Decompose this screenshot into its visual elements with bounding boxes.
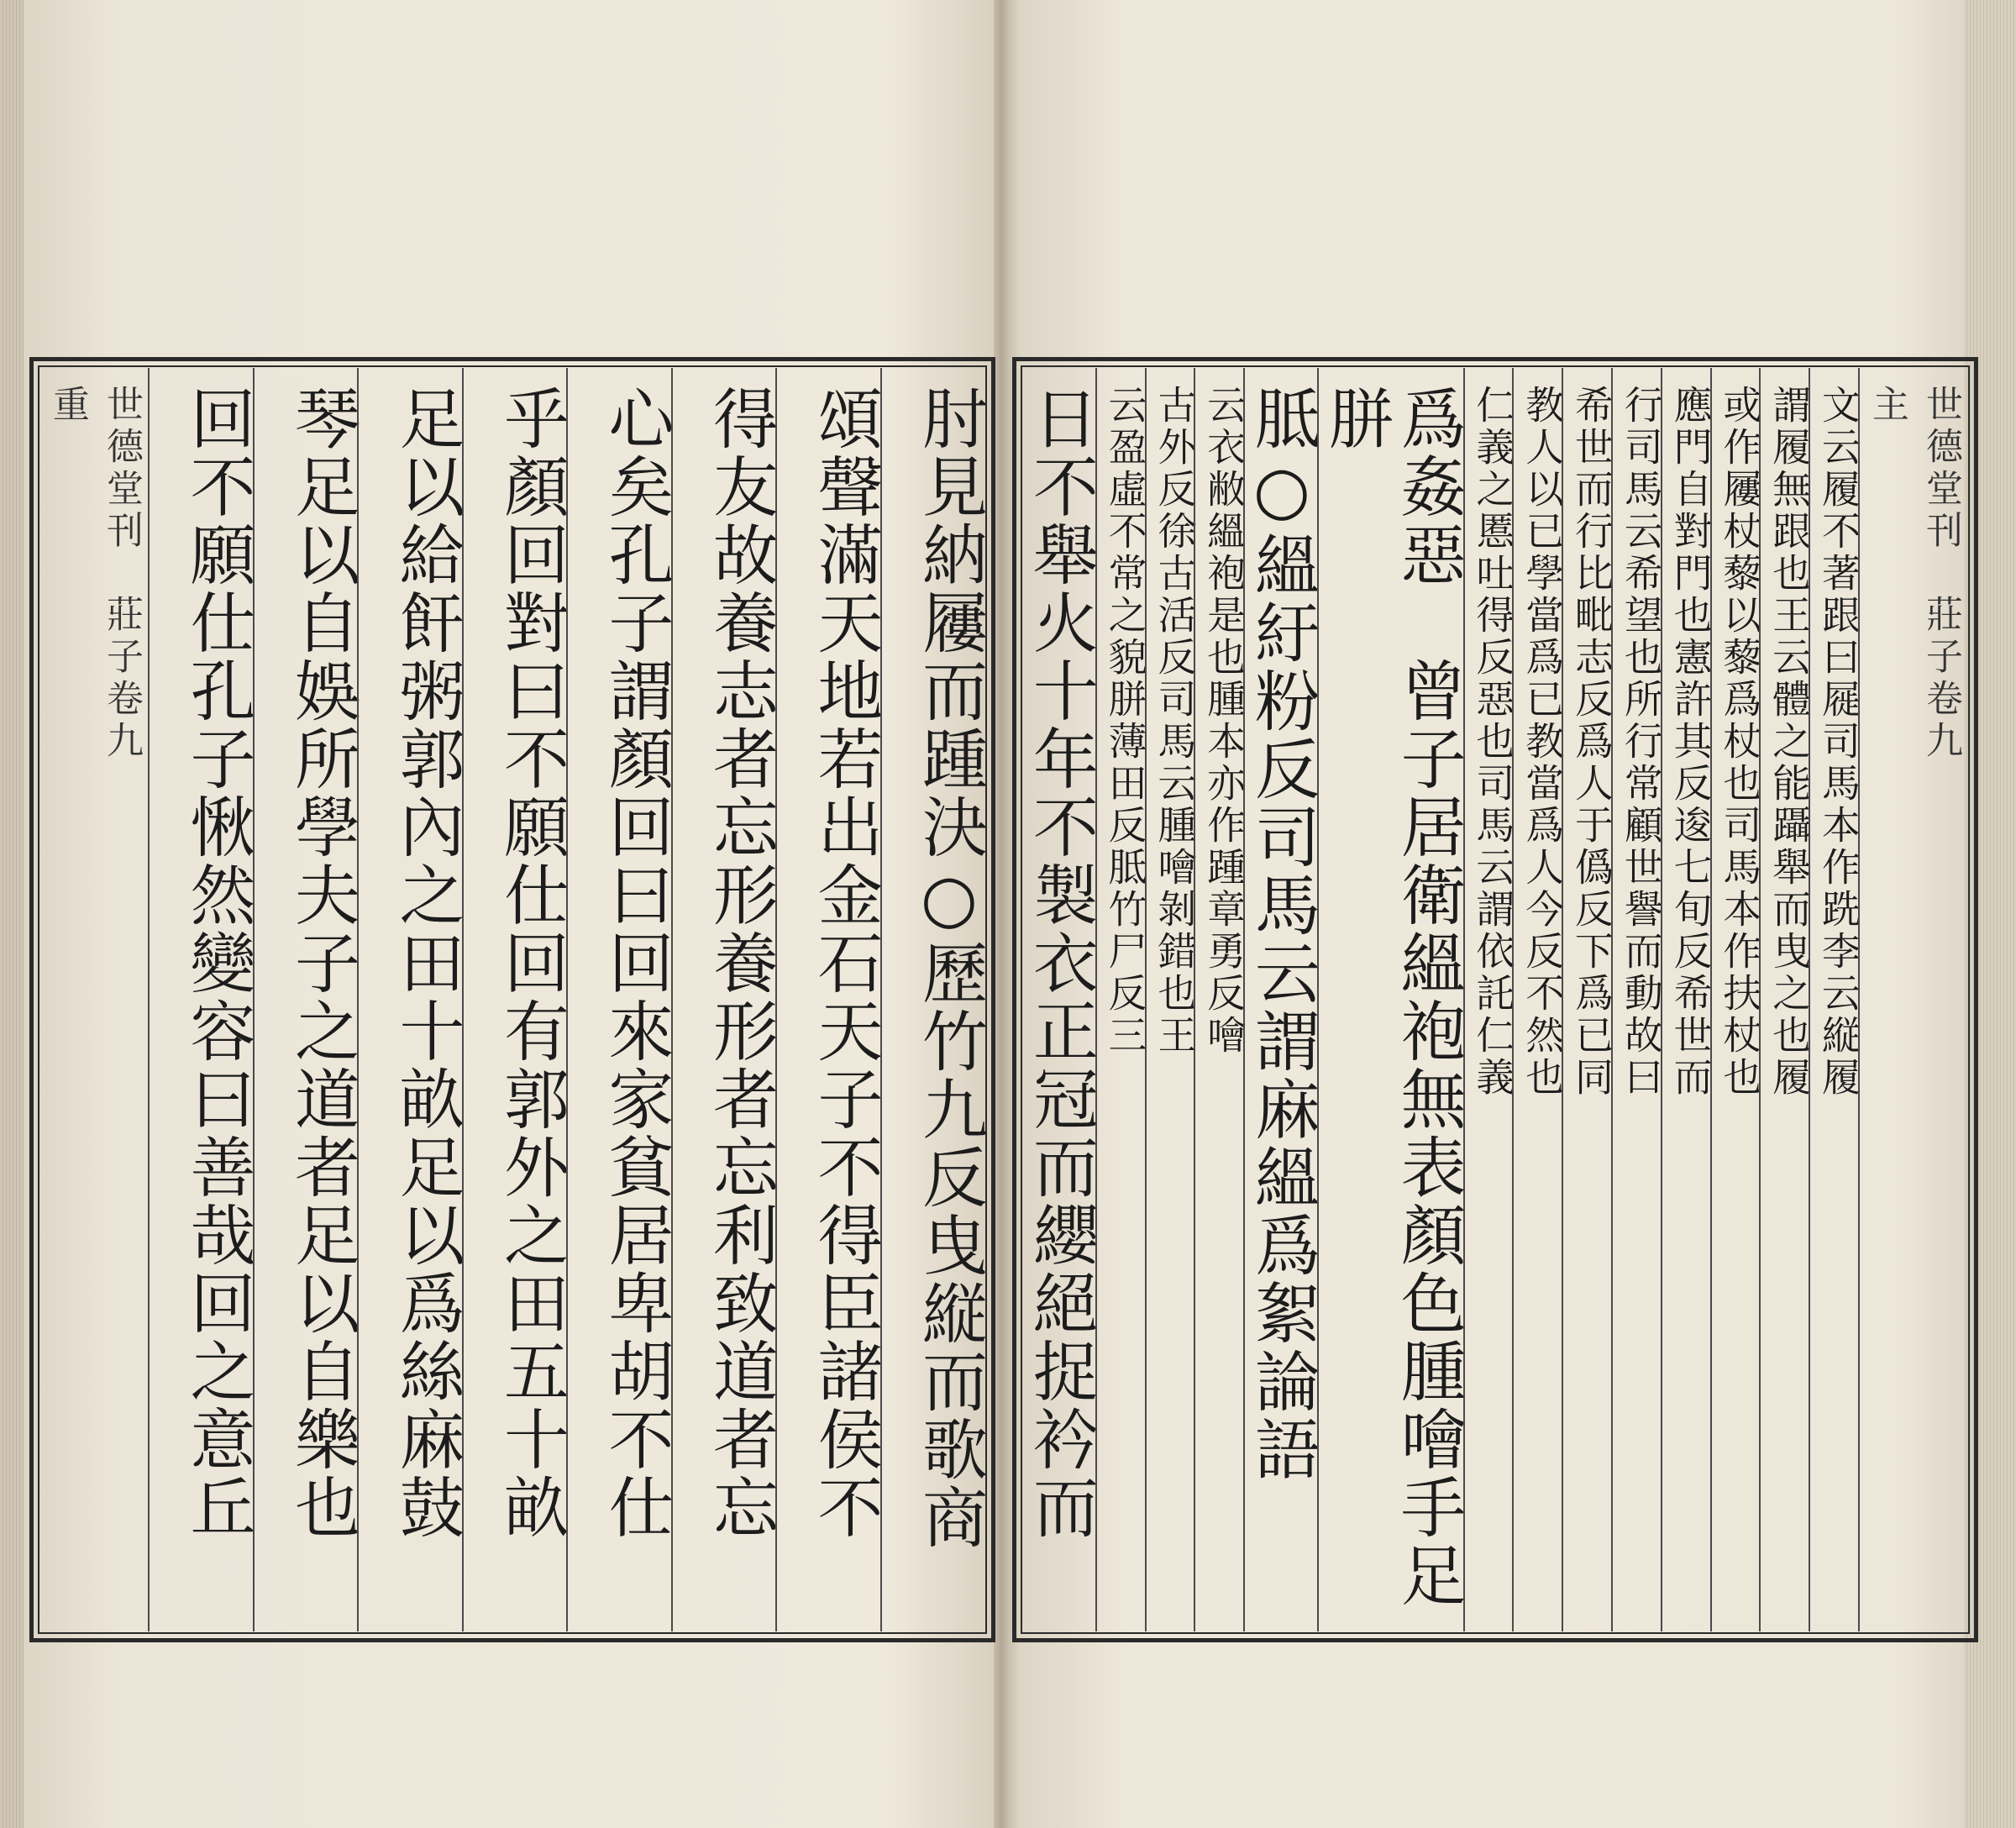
text-column: 足以給飦粥郭內之田十畝足以爲絲麻鼓 xyxy=(357,368,462,1631)
left-page-columns xyxy=(40,368,987,1631)
text-column: 回不願仕孔子愀然變容曰善哉回之意丘 xyxy=(148,368,253,1631)
margin-folio: 重 xyxy=(46,385,89,427)
text-column: 乎顏回對曰不願仕回有郭外之田五十畝 xyxy=(462,368,567,1631)
margin-heading: 世德堂刊 莊子卷九 xyxy=(100,385,143,763)
text-column: 古外反徐古活反司馬云腫噲剝錯也王 xyxy=(1145,368,1194,1631)
text-column: 希世而行比毗志反爲人于僞反下爲已同 xyxy=(1562,368,1611,1631)
text-column: 行司馬云希望也所行常顧世譽而動故曰 xyxy=(1611,368,1661,1631)
right-page-margin-column xyxy=(1858,368,1967,1631)
page-edge-left xyxy=(0,0,24,1828)
text-column: 日不舉火十年不製衣正冠而纓絕捉衿而 xyxy=(1021,385,1098,1542)
text-column: 文云履不著跟曰屣司馬本作跣李云縦履 xyxy=(1809,368,1858,1631)
margin-heading: 世德堂刊 莊子卷九 xyxy=(1919,385,1962,763)
book-gutter xyxy=(994,0,1009,1828)
right-page-text-block xyxy=(1012,357,1978,1642)
text-column: 頌聲滿天地若出金石天子不得臣諸侯不 xyxy=(775,368,880,1631)
text-column: 仁義之慝吐得反惡也司馬云謂依託仁義 xyxy=(1463,368,1513,1631)
margin-folio: 主 xyxy=(1866,385,1908,427)
left-page-margin-column xyxy=(40,368,148,1631)
left-page-text-block xyxy=(29,357,995,1642)
text-column: 琴足以自娛所學夫子之道者足以自樂也 xyxy=(253,368,358,1631)
text-column: 云盈虛不常之貌胼薄田反胝竹尸反三 xyxy=(1095,368,1145,1631)
right-page-columns xyxy=(1023,368,1967,1631)
text-column: 應門自對門也憲許其反逡七旬反希世而 xyxy=(1661,368,1710,1631)
text-column: 得友故養志者忘形養形者忘利致道者忘 xyxy=(671,368,776,1631)
text-column: 肘見納屨而踵決○歷竹九反曳縦而歌商 xyxy=(880,368,985,1631)
text-column: 爲姦惡 曾子居衛縕袍無表顏色腫噲手足胼 xyxy=(1317,368,1463,1631)
text-column: 或作屨杖藜以藜爲杖也司馬本作扶杖也 xyxy=(1710,368,1760,1631)
text-column: 心矣孔子謂顏回曰回來家貧居卑胡不仕 xyxy=(566,368,671,1631)
text-column: 胝○縕紆粉反司馬云謂麻縕爲絮論語 xyxy=(1243,368,1317,1631)
text-column: 謂履無跟也王云體之能躡舉而曳之也履 xyxy=(1759,368,1809,1631)
text-column: 教人以已學當爲已教當爲人今反不然也 xyxy=(1512,368,1562,1631)
text-column: 云衣敝縕袍是也腫本亦作踵章勇反噲 xyxy=(1194,368,1243,1631)
